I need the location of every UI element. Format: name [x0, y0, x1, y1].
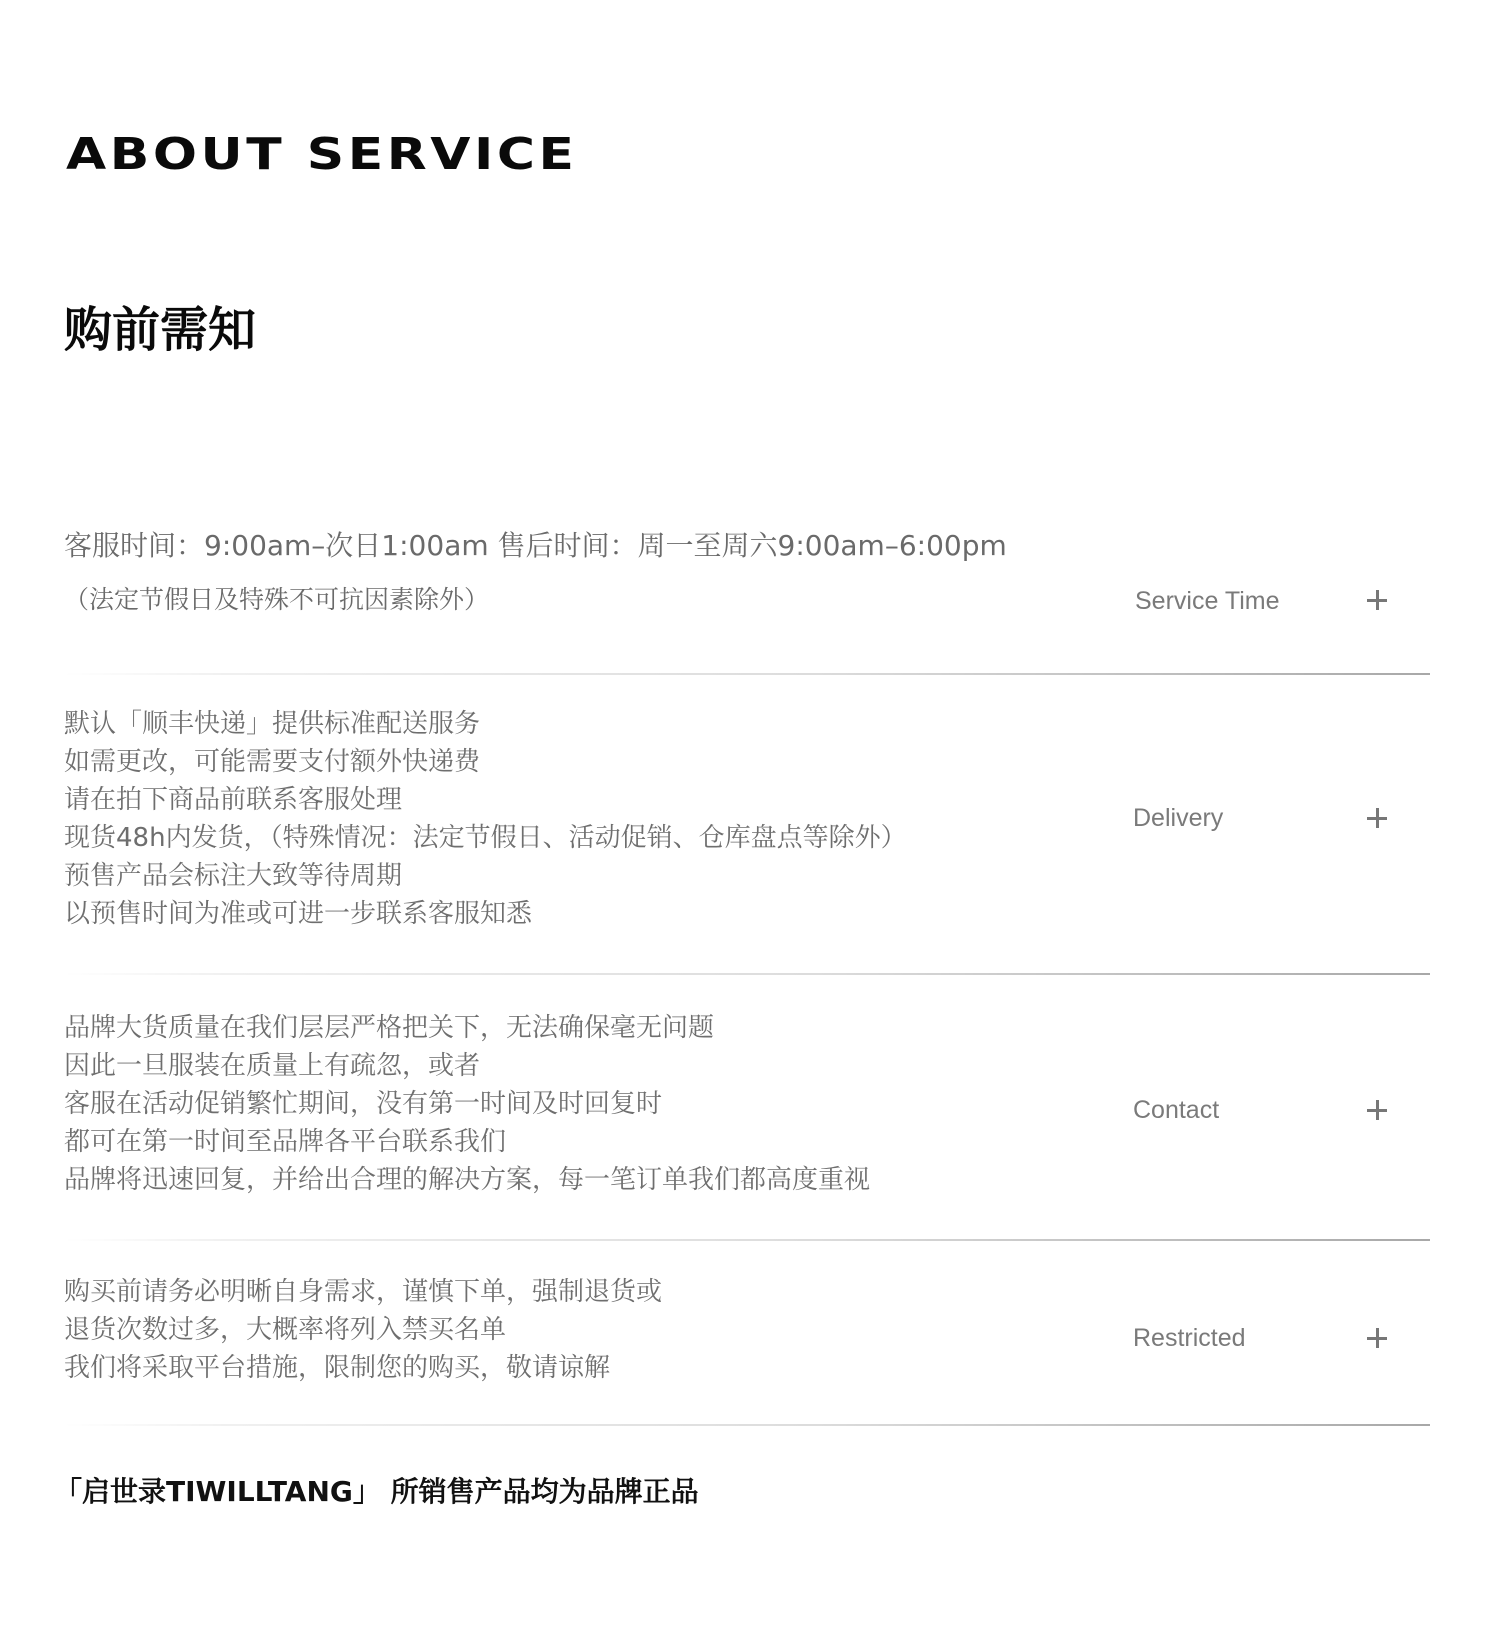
faq-text-line: 请在拍下商品前联系客服处理 — [64, 785, 403, 815]
faq-row-contact[interactable] — [64, 975, 1430, 1241]
faq-row-delivery[interactable] — [64, 675, 1430, 975]
faq-row-service-time[interactable] — [64, 500, 1430, 675]
faq-text-line: （法定节假日及特殊不可抗因素除外） — [64, 585, 490, 614]
faq-row-text — [64, 1273, 1064, 1387]
faq-text-line: 因此一旦服装在质量上有疏忽，或者 — [64, 1051, 481, 1081]
faq-row-restricted[interactable] — [64, 1241, 1430, 1426]
faq-row-label: Delivery — [1133, 804, 1224, 832]
faq-row-text — [64, 526, 1064, 620]
authenticity-note: 「启世录TIWILLTANG」 所销售产品均为品牌正品 — [54, 1475, 699, 1508]
plus-icon[interactable] — [1362, 1323, 1392, 1353]
faq-text-line: 客服时间：9:00am–次日1:00am 售后时间：周一至周六9:00am–6:00pm — [64, 529, 1007, 562]
plus-icon[interactable] — [1362, 803, 1392, 833]
faq-text-line: 现货48h内发货，（特殊情况：法定节假日、活动促销、仓库盘点等除外） — [64, 823, 907, 853]
faq-text-line: 预售产品会标注大致等待周期 — [64, 861, 403, 891]
faq-text-line: 默认「顺丰快递」提供标准配送服务 — [64, 709, 481, 739]
faq-text-line: 都可在第一时间至品牌各平台联系我们 — [64, 1127, 507, 1157]
plus-icon[interactable] — [1362, 1095, 1392, 1125]
faq-text-line: 退货次数过多，大概率将列入禁买名单 — [64, 1315, 507, 1345]
faq-row-label: Service Time — [1135, 587, 1280, 615]
faq-text-line: 我们将采取平台措施，限制您的购买，敬请谅解 — [64, 1353, 611, 1383]
faq-text-line: 购买前请务必明晰自身需求，谨慎下单，强制退货或 — [64, 1277, 663, 1307]
faq-row-label: Contact — [1133, 1096, 1220, 1124]
faq-text-line: 品牌将迅速回复，并给出合理的解决方案，每一笔订单我们都高度重视 — [64, 1165, 871, 1195]
faq-row-label: Restricted — [1133, 1324, 1246, 1352]
faq-text-line: 客服在活动促销繁忙期间，没有第一时间及时回复时 — [64, 1089, 663, 1119]
faq-row-text — [64, 1009, 1064, 1199]
faq-text-line: 以预售时间为准或可进一步联系客服知悉 — [64, 899, 533, 929]
faq-row-text — [64, 705, 1064, 933]
page-title-cn: 购前需知 — [64, 302, 257, 358]
page-title-en: ABOUT SERVICE — [66, 129, 578, 180]
faq-text-line: 如需更改，可能需要支付额外快递费 — [64, 747, 481, 777]
faq-text-line: 品牌大货质量在我们层层严格把关下，无法确保毫无问题 — [64, 1013, 715, 1043]
plus-icon[interactable] — [1362, 585, 1392, 615]
row-divider — [64, 1424, 1430, 1426]
